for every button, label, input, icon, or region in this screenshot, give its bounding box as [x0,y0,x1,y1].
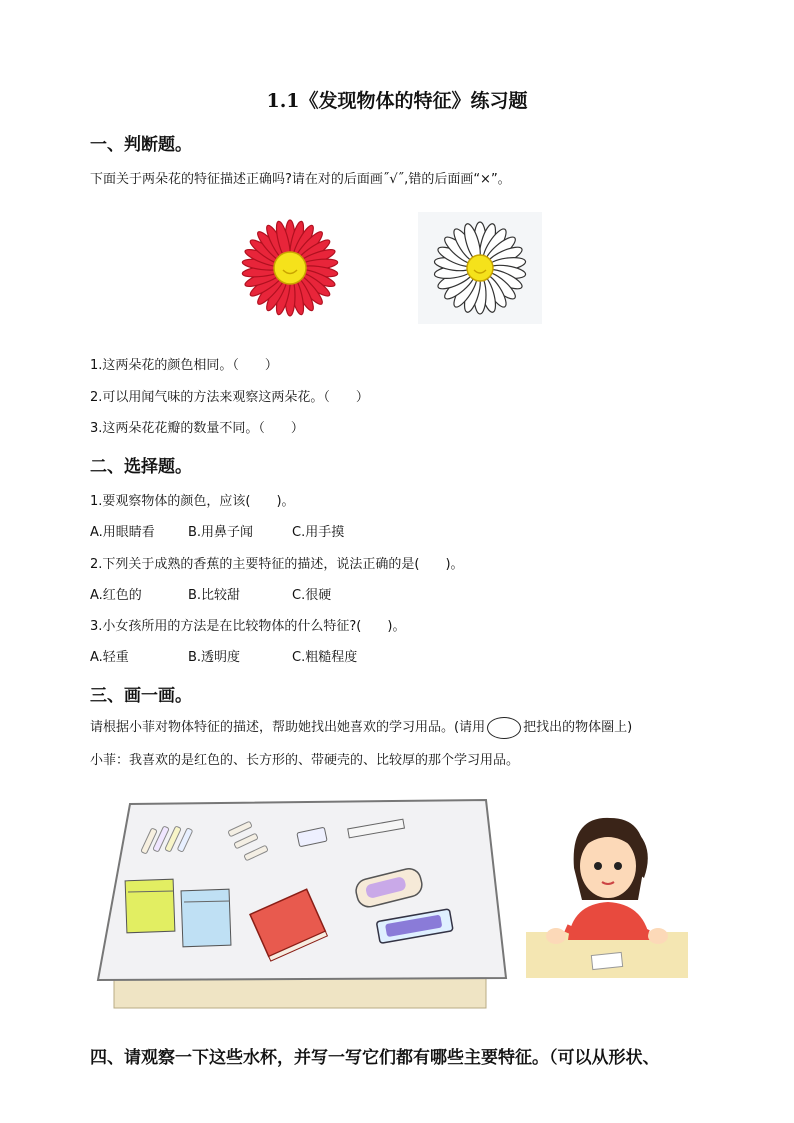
xiaofei-quote: 小菲：我喜欢的是红色的、长方形的、带硬壳的、比较厚的那个学习用品。 [90,753,520,768]
judge-item-1: 1.这两朵花的颜色相同。（ ） [90,358,278,373]
choice-2-option-a: A.红色的 [90,588,142,603]
paper-icon [591,952,622,969]
choice-1-option-b: B.用鼻子闻 [188,525,254,540]
red-flower-image [234,212,346,324]
choice-2-option-b: B.比较甜 [188,588,241,603]
section3-heading: 三、画一画。 [90,686,192,706]
page-title: 1.1《发现物体的特征》练习题 [266,90,528,112]
choice-3-option-b: B.透明度 [188,650,241,665]
yellow-notebook-icon [125,879,175,933]
left-hand-icon [546,928,566,944]
section2-heading: 二、选择题。 [90,457,192,477]
section3-instruction [90,716,632,739]
section1-heading: 一、判断题。 [90,135,192,155]
instruction-text-before: 请根据小菲对物体特征的描述，帮助她找出她喜欢的学习用品。(请用 [90,720,486,735]
desk-supplies-illustration [94,796,512,1016]
choice-question-1: 1.要观察物体的颜色，应该( )。 [90,494,295,509]
choice-question-3: 3.小女孩所用的方法是在比较物体的什么特征?( )。 [90,619,406,634]
judge-item-3: 3.这两朵花花瓣的数量不同。（ ） [90,421,304,436]
choice-question-2: 2.下列关于成熟的香蕉的主要特征的描述，说法正确的是( )。 [90,557,464,572]
choice-1-option-c: C.用手摸 [292,525,345,540]
girl-illustration [526,808,688,978]
right-hand-icon [648,928,668,944]
choice-2-option-c: C.很硬 [292,588,332,603]
choice-3-option-a: A.轻重 [90,650,129,665]
judge-item-2: 2.可以用闻气味的方法来观察这两朵花。（ ） [90,390,369,405]
choice-3-option-c: C.粗糙程度 [292,650,358,665]
choice-1-option-a: A.用眼睛看 [90,525,155,540]
section1-intro: 下面关于两朵花的特征描述正确吗?请在对的后面画˝√˝,错的后面画“×”。 [90,172,511,187]
section4-heading: 四、请观察一下这些水杯，并写一写它们都有哪些主要特征。（可以从形状、 [90,1048,660,1068]
white-flower-image [418,212,542,324]
instruction-text-after: 把找出的物体圈上) [523,720,633,735]
blue-notebook-icon [181,889,231,947]
circle-symbol-icon [487,717,521,739]
